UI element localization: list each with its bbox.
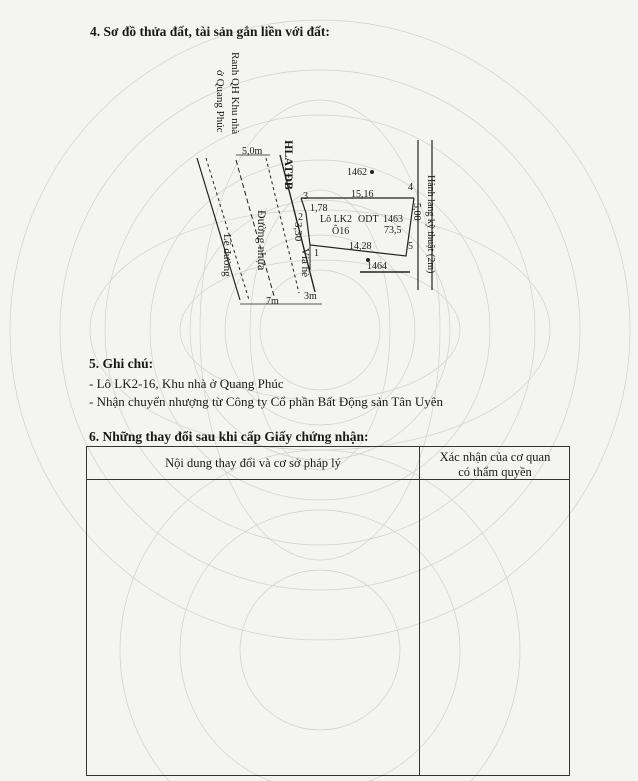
left-curb-line bbox=[197, 158, 240, 300]
note-line-1: - Lô LK2-16, Khu nhà ở Quang Phúc bbox=[89, 376, 284, 391]
note-line-2: - Nhận chuyển nhượng từ Công ty Cổ phần Bất Động sản Tân Uyên bbox=[89, 394, 443, 409]
hlatdb-label: HLATĐB bbox=[282, 140, 296, 190]
lot-name-suffix: Ô16 bbox=[332, 226, 350, 237]
parcel-number: 1463 bbox=[383, 214, 403, 225]
vertex-4: 4 bbox=[408, 182, 413, 193]
vertex-2: 2 bbox=[298, 212, 303, 223]
neighbor-bottom-number: 1464 bbox=[367, 261, 387, 272]
road-width-bottom: 7m bbox=[266, 296, 279, 307]
road-left-edge-line bbox=[206, 158, 249, 300]
lot-name: Lô LK2 bbox=[320, 214, 352, 225]
table-header-changes: Nội dung thay đổi và cơ sở pháp lý bbox=[165, 456, 341, 470]
edge-top-length: 15,16 bbox=[351, 189, 374, 200]
changes-table bbox=[86, 446, 570, 776]
sidewalk-width: 3m bbox=[304, 291, 317, 302]
neighbor-top-marker bbox=[370, 170, 374, 174]
table-header-confirmation-line2: có thẩm quyền bbox=[458, 465, 532, 479]
table-cell-confirmation-content bbox=[420, 480, 569, 775]
corridor-label: Hành lang kỹ thuật (2m) bbox=[425, 175, 436, 274]
table-header-confirmation-line1: Xác nhận của cơ quan bbox=[439, 450, 551, 464]
edge-bottom-length: 14,28 bbox=[349, 241, 372, 252]
boundary-label-line1: Ranh QH Khu nhà bbox=[229, 52, 241, 135]
left-curb-label: Lề đường bbox=[221, 234, 233, 277]
section-4-title: 4. Sơ đồ thửa đất, tài sản gắn liền với đất: bbox=[90, 24, 330, 39]
vertex-3: 3 bbox=[303, 191, 308, 202]
parcel-area: 73,5 bbox=[384, 225, 402, 236]
land-type: ODT bbox=[358, 214, 379, 225]
edge-left-short-length: 1,78 bbox=[310, 203, 328, 214]
section-5-title: 5. Ghi chú: bbox=[89, 356, 154, 371]
vertex-1: 1 bbox=[314, 248, 319, 259]
vertex-5: 5 bbox=[408, 241, 413, 252]
table-cell-changes-content bbox=[87, 480, 419, 775]
edge-left-long-length: 3,30 bbox=[292, 222, 304, 242]
sidewalk-label: Vỉa hè bbox=[299, 248, 311, 278]
boundary-label-line2: ở Quang Phúc bbox=[214, 70, 226, 133]
neighbor-top-number: 1462 bbox=[347, 167, 367, 178]
edge-right-length: 5,00 bbox=[411, 203, 422, 221]
road-label: Đường nhựa bbox=[255, 210, 269, 271]
section-6-title: 6. Những thay đổi sau khi cấp Giấy chứng nhận: bbox=[89, 429, 369, 444]
road-width-top: 5,0m bbox=[242, 146, 263, 157]
